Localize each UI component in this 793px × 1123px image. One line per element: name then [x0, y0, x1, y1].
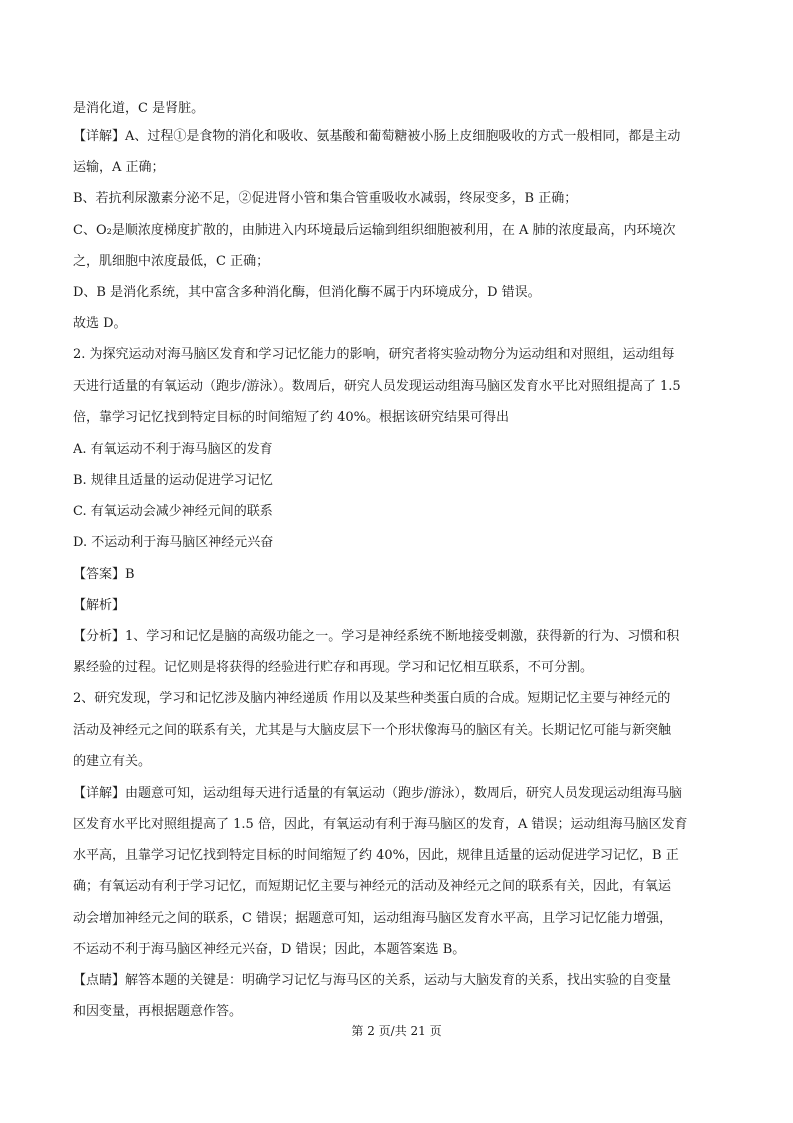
analysis-point-2-line-3: 的建立有关。: [73, 754, 152, 769]
analysis-point-2-line-1: 2、研究发现，学习和记忆涉及脑内神经递质 作用以及某些种类蛋白质的合成。短期记忆主要与神经元的: [73, 691, 671, 706]
text-line-detail-c-1: C、O₂是顺浓度梯度扩散的，由肺进入内环境最后运输到组织细胞被利用，在 A 肺的浓度最高，内环境次: [73, 223, 676, 238]
option-d: D. 不运动利于海马脑区神经元兴奋: [73, 535, 274, 550]
text-line-prev-answer-end: 是消化道，C 是肾脏。: [73, 101, 205, 116]
key-point-line-2: 和因变量，再根据题意作答。: [73, 1004, 243, 1019]
option-b: B. 规律且适量的运动促进学习记忆: [73, 473, 273, 488]
analysis-point-1-line-2: 累经验的过程。记忆则是将获得的经验进行贮存和再现。学习和记忆相互联系，不可分割。: [73, 660, 594, 675]
question-2-stem-3: 倍，靠学习记忆找到特定目标的时间缩短了约 40%。根据该研究结果可得出: [73, 410, 510, 425]
analysis-label: 【解析】: [73, 598, 126, 613]
question-2-stem-1: 2. 为探究运动对海马脑区发育和学习记忆能力的影响，研究者将实验动物分为运动组和对照组，运动组每: [73, 347, 675, 362]
explanation-line-2: 区发育水平比对照组提高了 1.5 倍，因此，有氧运动有利于海马脑区的发育，A 错误；运动组海马脑区发育: [73, 817, 688, 832]
option-c: C. 有氧运动会减少神经元间的联系: [73, 504, 273, 519]
page-number-footer: 第 2 页/共 21 页: [351, 1024, 442, 1038]
explanation-line-6: 不运动不利于海马脑区神经元兴奋，D 错误；因此，本题答案选 B。: [73, 942, 466, 957]
text-line-detail-c-2: 之，肌细胞中浓度最低，C 正确；: [73, 254, 270, 269]
text-line-choose-d: 故选 D。: [73, 316, 127, 331]
explanation-line-4: 确；有氧运动有利于学习记忆，而短期记忆主要与神经元的活动及神经元之间的联系有关，因此，有氧运: [73, 879, 672, 894]
key-point-line-1: 【点睛】解答本题的关键是：明确学习记忆与海马区的关系，运动与大脑发育的关系，找出实验的自变量: [73, 973, 672, 988]
text-line-detail-a-1: 【详解】A、过程①是食物的消化和吸收、氨基酸和葡萄糖被小肠上皮细胞吸收的方式一般相同，都是主动: [73, 129, 681, 144]
explanation-line-3: 水平高，且靠学习记忆找到特定目标的时间缩短了约 40%，因此，规律且适量的运动促进学习记忆，B 正: [73, 848, 679, 863]
analysis-point-1-line-1: 【分析】1、学习和记忆是脑的高级功能之一。学习是神经系统不断地接受刺激，获得新的行为、习惯和积: [73, 629, 680, 644]
answer-label: 【答案】B: [73, 567, 135, 582]
question-2-stem-2: 天进行适量的有氧运动（跑步/游泳）。数周后，研究人员发现运动组海马脑区发育水平比对照组提高了 1.5: [73, 379, 681, 394]
text-line-detail-d: D、B 是消化系统，其中富含多种消化酶，但消化酶不属于内环境成分，D 错误。: [73, 285, 541, 300]
text-line-detail-a-2: 运输，A 正确；: [73, 160, 165, 175]
analysis-point-2-line-2: 活动及神经元之间的联系有关，尤其是与大脑皮层下一个形状像海马的脑区有关。长期记忆可能与新突触: [73, 723, 672, 738]
option-a: A. 有氧运动不利于海马脑区的发育: [73, 442, 273, 457]
explanation-line-1: 【详解】由题意可知，运动组每天进行适量的有氧运动（跑步/游泳），数周后，研究人员发现运动组海马脑: [73, 786, 682, 801]
text-line-detail-b: B、若抗利尿激素分泌不足，②促进肾小管和集合管重吸收水减弱，终尿变多，B 正确；: [73, 191, 578, 206]
explanation-line-5: 动会增加神经元之间的联系，C 错误；据题意可知，运动组海马脑区发育水平高，且学习记忆能力增强，: [73, 911, 673, 926]
